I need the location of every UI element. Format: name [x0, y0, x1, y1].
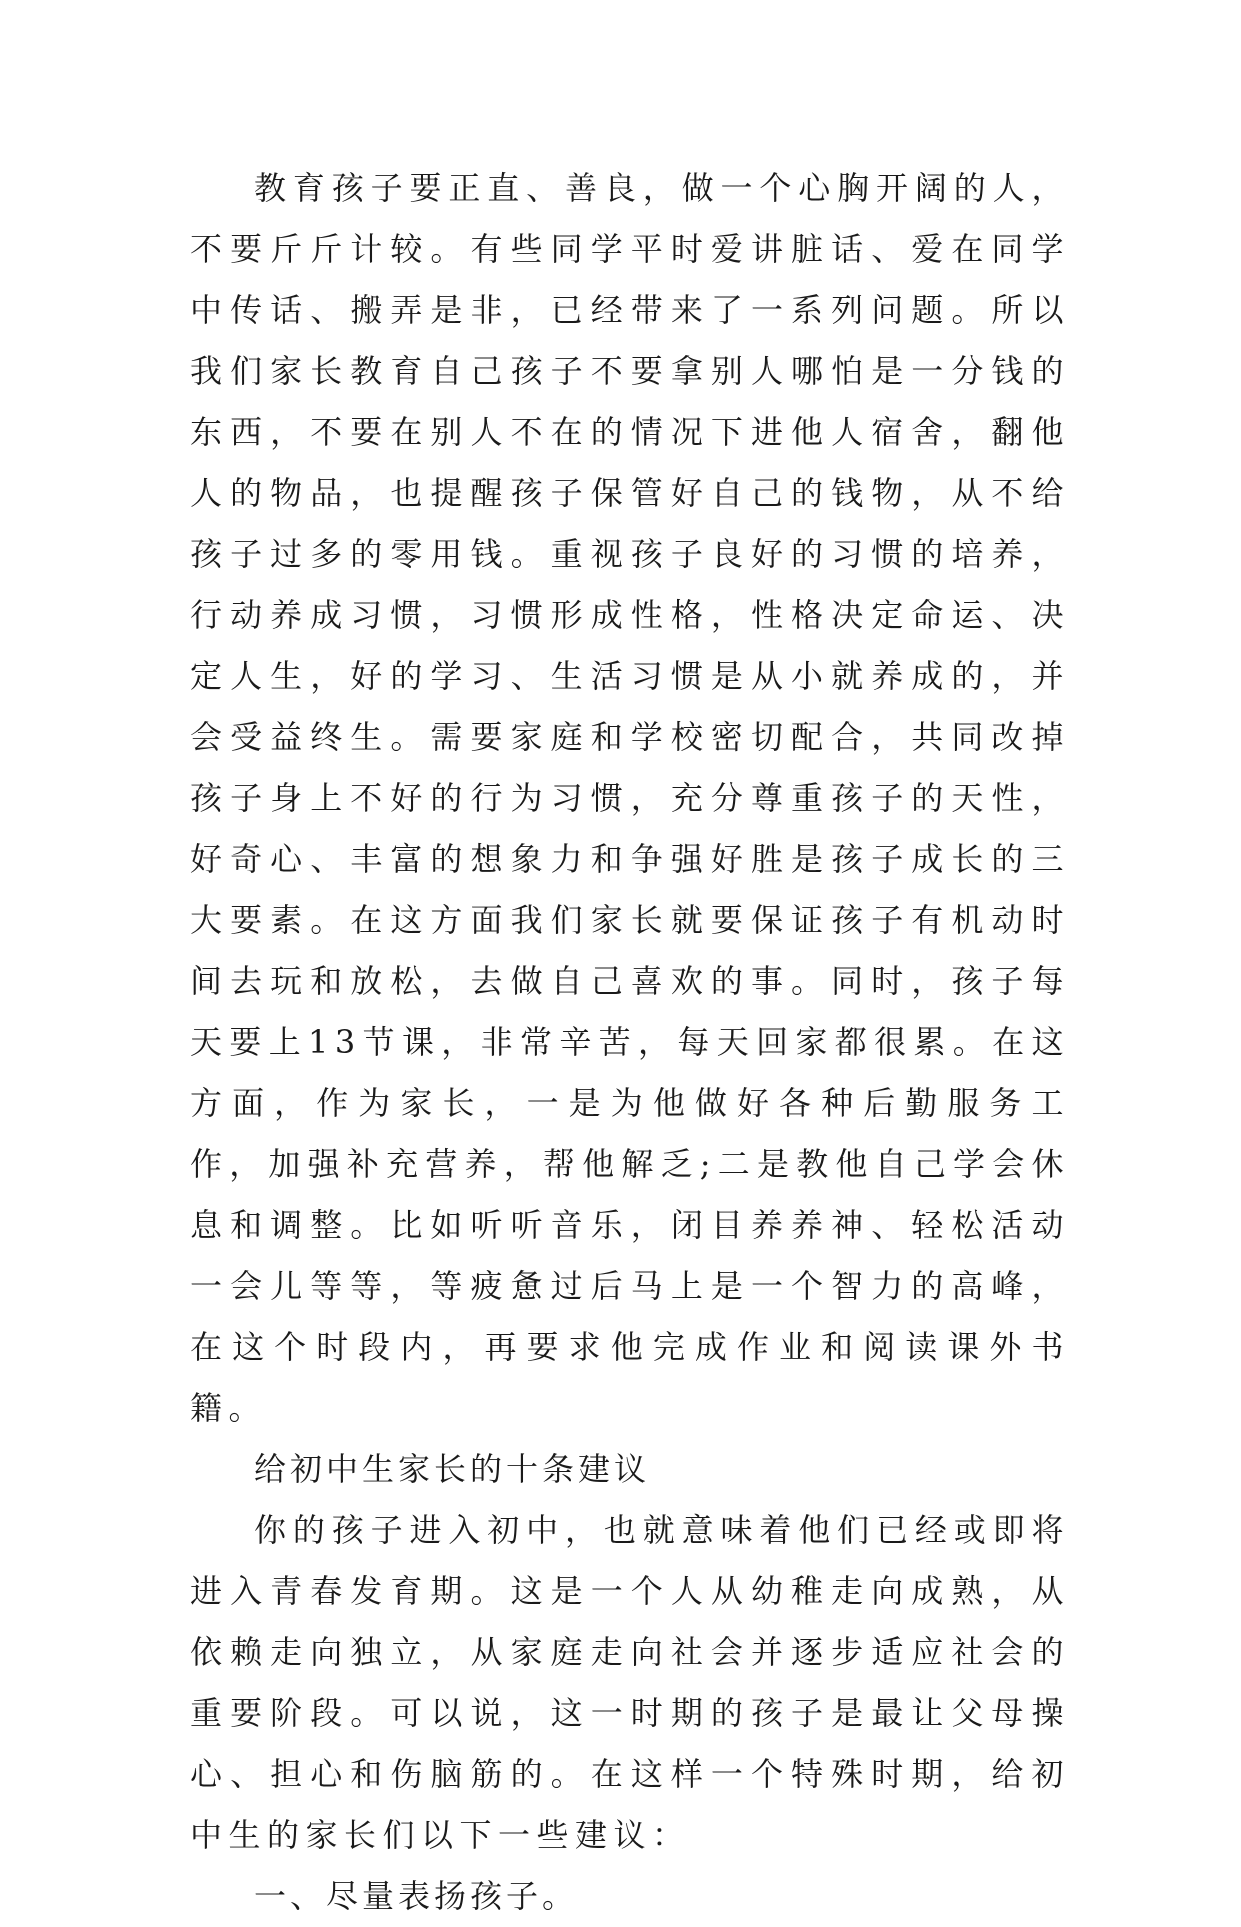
document-body: [190, 158, 1070, 1927]
list-item-praise-child: 一、尽量表扬孩子。: [254, 1877, 579, 1915]
section-heading-ten-suggestions: 给初中生家长的十条建议: [254, 1450, 651, 1488]
paragraph-adolescence-intro: 你的孩子进入初中，也就意味着他们已经或即将进入青春发育期。这是一个人从幼稚走向成熟，从依赖走向独立，从家庭走向社会并逐步适应社会的重要阶段。可以说，这一时期的孩子是最让父母操心、担心和伤脑筋的。在这样一个特殊时期，给初中生的家长们以下一些建议：: [190, 1511, 1070, 1854]
paragraph-character-education: 教育孩子要正直、善良，做一个心胸开阔的人，不要斤斤计较。有些同学平时爱讲脏话、爱在同学中传话、搬弄是非，已经带来了一系列问题。所以我们家长教育自己孩子不要拿别人哪怕是一分钱的东西，不要在别人不在的情况下进他人宿舍，翻他人的物品，也提醒孩子保管好自己的钱物，从不给孩子过多的零用钱。重视孩子良好的习惯的培养，行动养成习惯，习惯形成性格，性格决定命运、决定人生，好的学习、生活习惯是从小就养成的，并会受益终生。需要家庭和学校密切配合，共同改掉孩子身上不好的行为习惯，充分尊重孩子的天性，好奇心、丰富的想象力和争强好胜是孩子成长的三大要素。在这方面我们家长就要保证孩子有机动时间去玩和放松，去做自己喜欢的事。同时，孩子每天要上13节课，非常辛苦，每天回家都很累。在这方面，作为家长，一是为他做好各种后勤服务工作，加强补充营养，帮他解乏;二是教他自己学会休息和调整。比如听听音乐，闭目养养神、轻松活动一会儿等等，等疲惫过后马上是一个智力的高峰，在这个时段内，再要求他完成作业和阅读课外书籍。: [190, 169, 1070, 1427]
